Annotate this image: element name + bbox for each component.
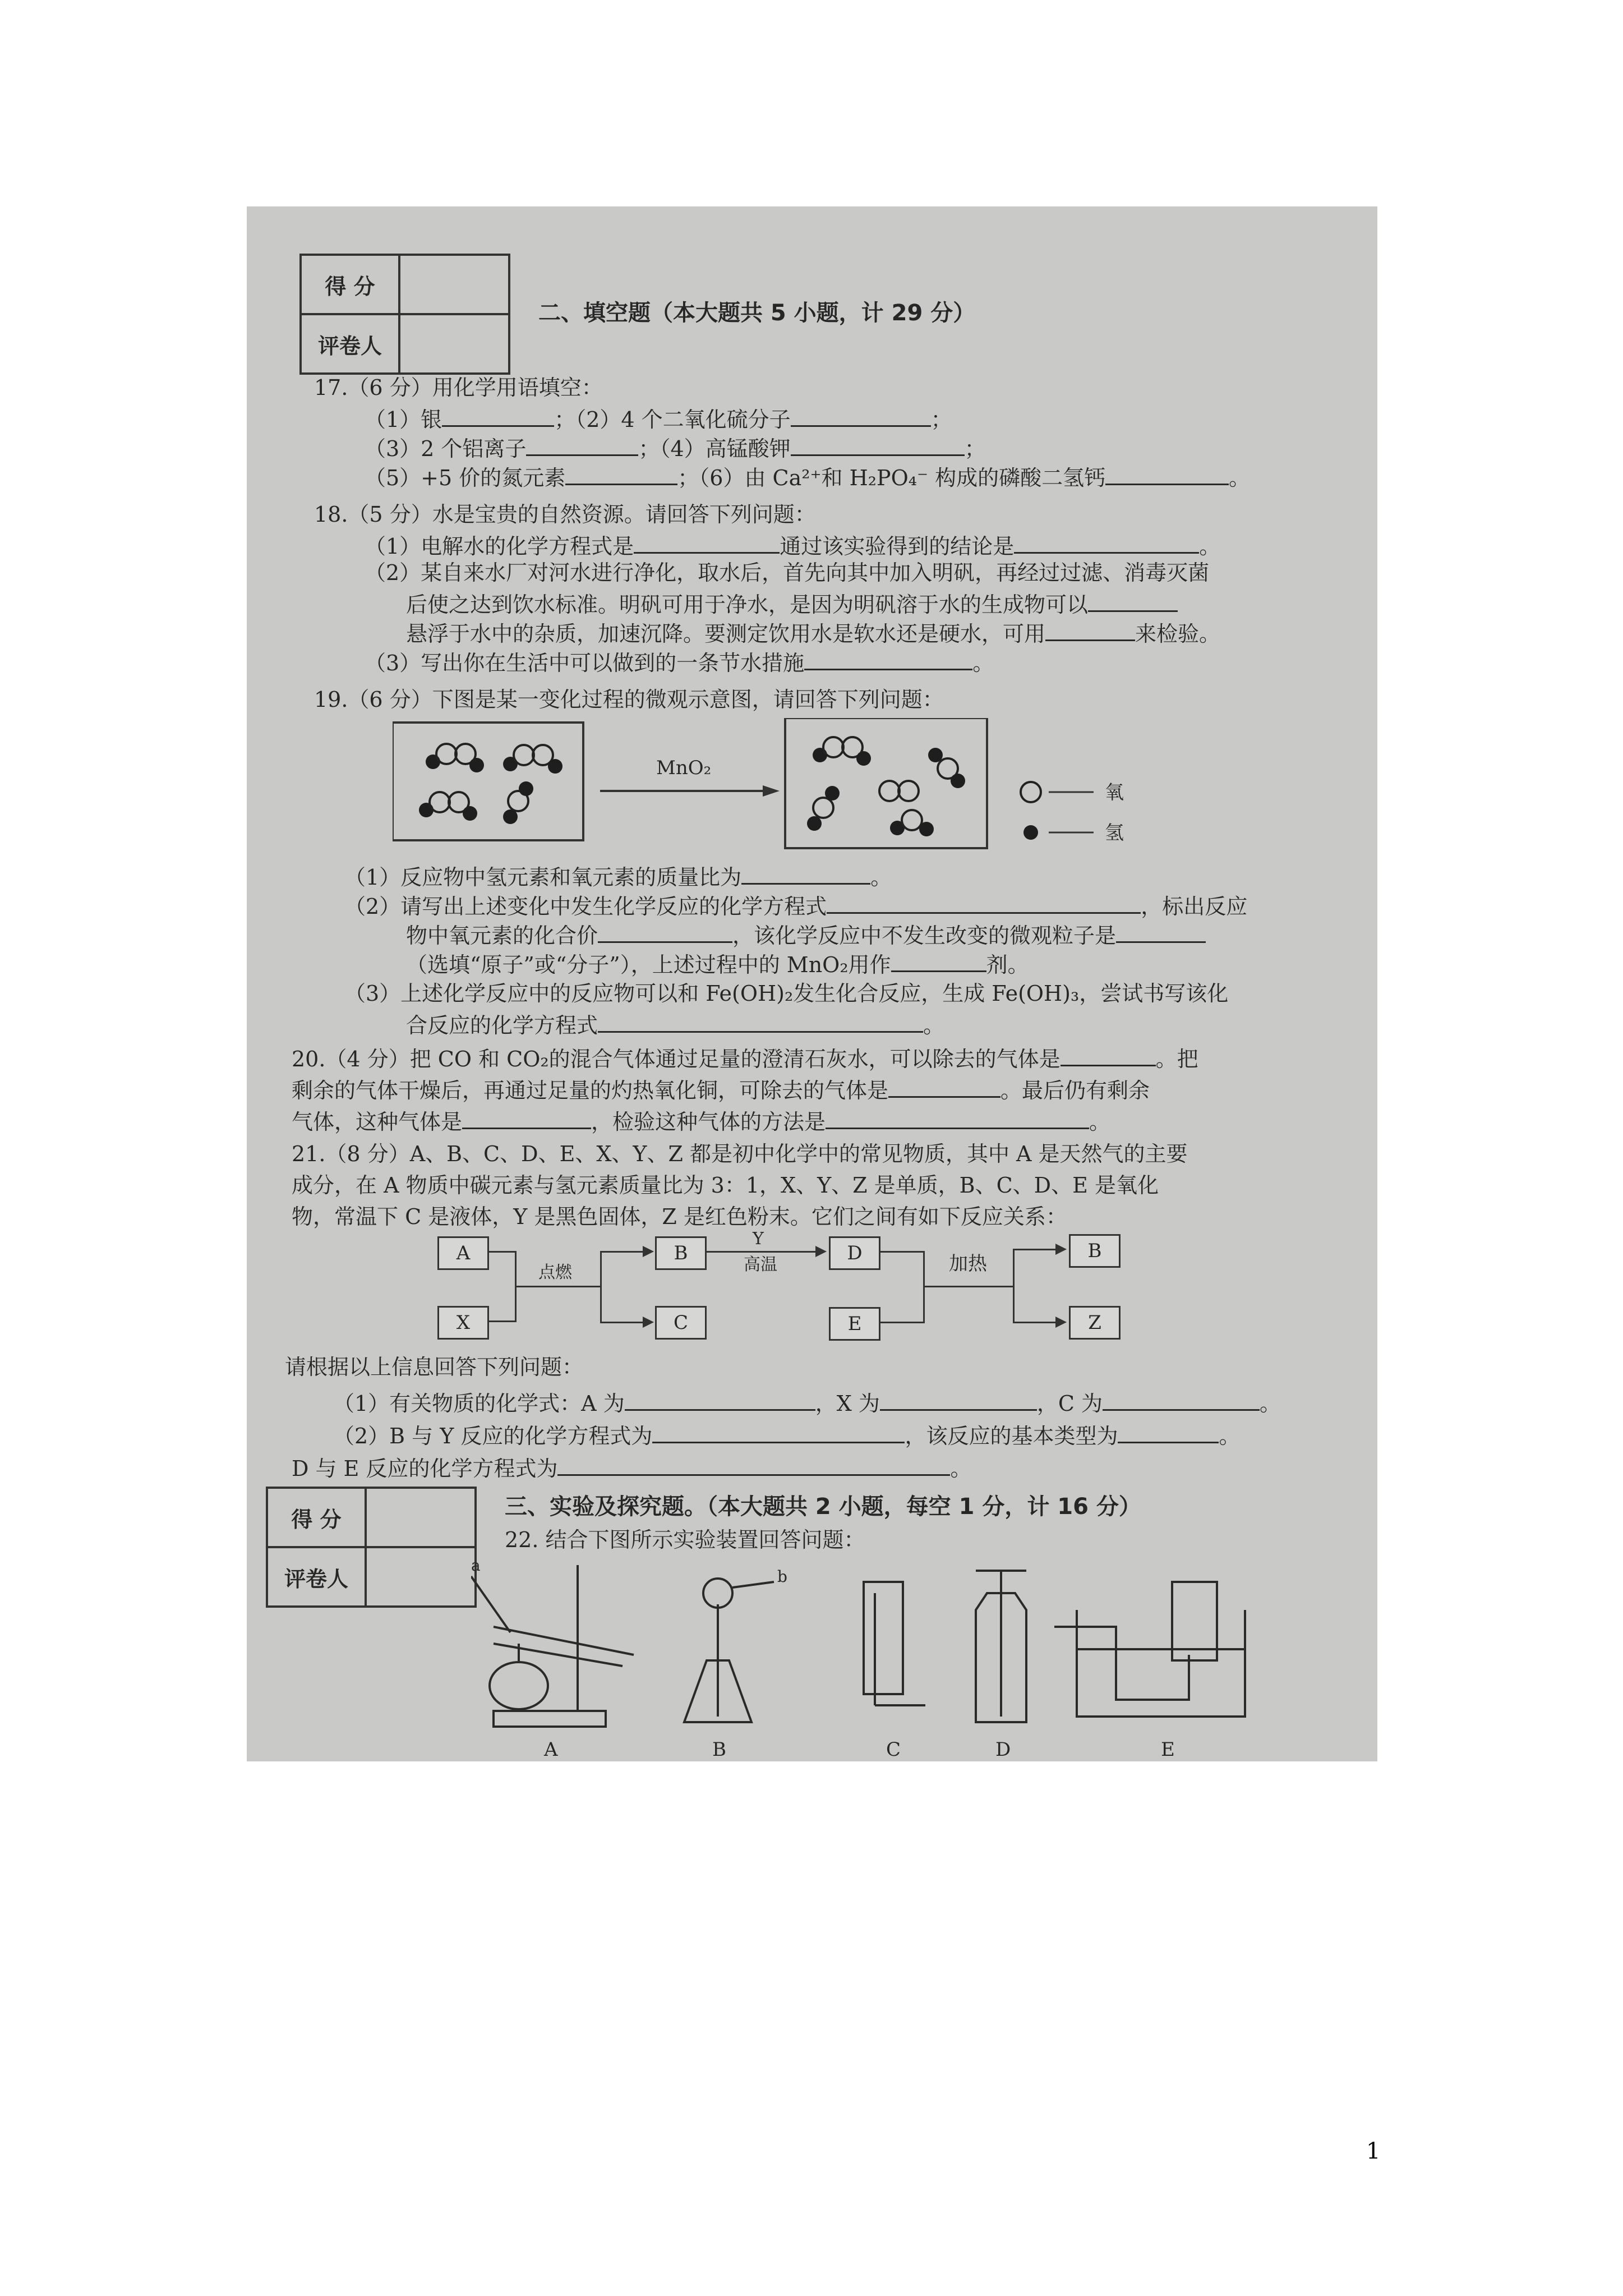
apparatus-d (976, 1571, 1026, 1722)
q17-line3: （5）+5 价的氮元素 ；（6）由 Ca²⁺和 H₂PO₄⁻ 构成的磷酸二氢钙 。 (365, 466, 1251, 490)
label-b: B (712, 1738, 726, 1761)
node-z: Z (1069, 1306, 1121, 1340)
product-h2o-2 (807, 786, 840, 831)
catalyst-label: MnO₂ (656, 757, 712, 779)
q21-line2: 成分，在 A 物质中碳元素与氢元素质量比为 3：1，X、Y、Z 是单质，B、C、D、E 是氧化 (292, 1173, 1159, 1198)
grader-label: 评卷人 (301, 314, 399, 374)
mark-a: a (471, 1559, 481, 1575)
q17-stem: 17.（6 分）用化学用语填空： (314, 375, 603, 400)
node-a: A (437, 1236, 489, 1270)
legend-oxygen: 氧 (1105, 781, 1124, 804)
reactants-box (393, 723, 583, 840)
h2o2-molecule-3 (419, 792, 477, 821)
score-label-2: 得 分 (267, 1488, 366, 1547)
score-table-top (299, 254, 510, 375)
q20-line1: 20.（4 分）把 CO 和 CO₂的混合气体通过足量的澄清石灰水，可以除去的气体是 。把 (292, 1047, 1198, 1071)
q21-line3: 物，常温下 C 是液体，Y 是黑色固体，Z 是红色粉末。它们之间有如下反应关系： (292, 1204, 1067, 1229)
oxygen-atom-icon (1021, 782, 1041, 802)
q18-line2: （2）某自来水厂对河水进行净化，取水后，首先向其中加入明矾，再经过过滤、消毒灭菌 (365, 560, 1210, 585)
label-c: C (886, 1738, 901, 1761)
q19-line4: （选填“原子”或“分子”），上述过程中的 MnO₂用作 剂。 (406, 953, 1029, 977)
page-number: 1 (1366, 2138, 1381, 2164)
score-cell[interactable] (399, 255, 509, 314)
hydrogen-atom-icon (1023, 825, 1038, 840)
q21-prompt: 请根据以上信息回答下列问题： (285, 1355, 584, 1379)
q20-line2: 剩余的气体干燥后，再通过足量的灼热氧化铜，可除去的气体是 。最后仍有剩余 (292, 1078, 1150, 1103)
q19-line5: （3）上述化学反应中的反应物可以和 Fe(OH)₂发生化合反应，生成 Fe(OH)₃，尝试书写该化 (344, 981, 1229, 1006)
label-d: D (995, 1738, 1011, 1761)
h2o2-molecule-2 (503, 745, 562, 774)
q18-line3: 后使之达到饮水标准。明矾可用于净水，是因为明矾溶于水的生成物可以 (406, 591, 1178, 615)
node-c: C (655, 1306, 707, 1340)
product-h2o-1 (928, 748, 965, 788)
q19-stem: 19.（6 分）下图是某一变化过程的微观示意图，请回答下列问题： (314, 687, 944, 712)
q18-line4: 悬浮于水中的杂质，加速沉降。要测定饮用水是软水还是硬水，可用 来检验。 (406, 622, 1221, 646)
node-e: E (829, 1307, 880, 1341)
apparatus-e (1054, 1582, 1245, 1717)
q18-line5: （3）写出你在生活中可以做到的一条节水措施 。 (365, 651, 994, 675)
section3-title: 三、实验及探究题。（本大题共 2 小题，每空 1 分，计 16 分） (505, 1494, 1141, 1520)
q19-line2: （2）请写出上述变化中发生化学反应的化学方程式 ，标出反应 (344, 894, 1248, 919)
score-cell-2[interactable] (366, 1488, 476, 1547)
heat-label: 加热 (949, 1253, 987, 1275)
q20-line3: 气体，这种气体是 ，检验这种气体的方法是 。 (292, 1110, 1111, 1134)
q19-line3: 物中氧元素的化合价 ，该化学反应中不发生改变的微观粒子是 (406, 922, 1206, 946)
q21-p3: D 与 E 反应的化学方程式为 。 (292, 1456, 972, 1481)
label-a: A (544, 1738, 558, 1761)
label-e: E (1161, 1738, 1175, 1761)
product-h2o-3 (890, 810, 934, 836)
lab-apparatus-figure (471, 1559, 1290, 1773)
node-b2: B (1069, 1234, 1121, 1268)
q19-line6: 合反应的化学方程式 。 (406, 1013, 945, 1038)
score-label: 得 分 (301, 255, 399, 314)
grader-cell[interactable] (399, 314, 509, 374)
q21-line1: 21.（8 分）A、B、C、D、E、X、Y、Z 都是初中化学中的常见物质，其中 A 是天然气的主要 (292, 1142, 1188, 1166)
h2o2-molecule-1 (426, 744, 484, 772)
product-h2o2 (813, 737, 871, 766)
apparatus-b (684, 1579, 774, 1722)
q22-stem: 22. 结合下图所示实验装置回答问题： (505, 1527, 865, 1552)
grader-label-2: 评卷人 (267, 1547, 366, 1607)
mark-b: b (777, 1567, 787, 1586)
node-b: B (655, 1236, 707, 1270)
apparatus-c (864, 1582, 925, 1705)
q21-p2: （2）B 与 Y 反应的化学方程式为 ，该反应的基本类型为 。 (333, 1424, 1241, 1448)
q18-stem: 18.（5 分）水是宝贵的自然资源。请回答下列问题： (314, 502, 816, 527)
section2-title: 二、填空题（本大题共 5 小题，计 29 分） (538, 300, 976, 326)
score-table-bottom (266, 1487, 477, 1608)
y-label: Y (753, 1229, 764, 1249)
high-temp-label: 高温 (744, 1255, 777, 1274)
q21-p1: （1）有关物质的化学式：A 为 ，X 为 ，C 为 。 (333, 1391, 1281, 1416)
h2o-molecule-1 (503, 781, 533, 824)
q18-line1: （1）电解水的化学方程式是 通过该实验得到的结论是 。 (365, 534, 1221, 559)
q19-line1: （1）反应物中氢元素和氧元素的质量比为 。 (344, 865, 892, 890)
micro-reaction-diagram (393, 718, 1178, 864)
legend-hydrogen: 氢 (1105, 822, 1124, 844)
q17-line1: （1）银 ；（2）4 个二氧化硫分子 ； (365, 407, 952, 432)
apparatus-a (471, 1565, 634, 1727)
q17-line2: （3）2 个铝离子 ；（4）高锰酸钾 ； (365, 436, 986, 461)
node-x: X (437, 1306, 489, 1340)
grader-cell-2[interactable] (366, 1547, 476, 1607)
ignite-label: 点燃 (538, 1263, 572, 1282)
node-d: D (829, 1236, 880, 1270)
product-o2 (879, 781, 919, 801)
